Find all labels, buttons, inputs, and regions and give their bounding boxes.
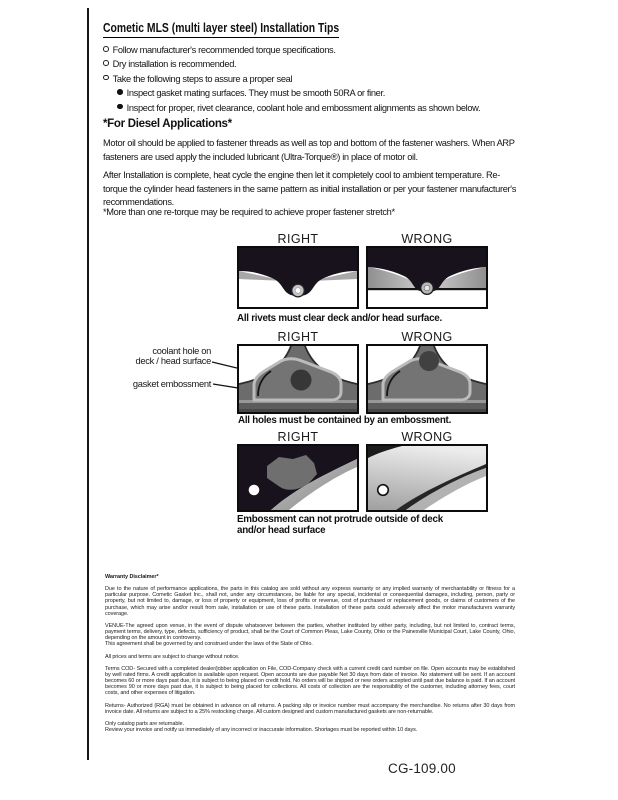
gasket-embossment-callout [101, 379, 211, 389]
catalog-returnable-paragraph [105, 721, 515, 733]
list-item [103, 72, 563, 86]
governed-text: This agreement shall be governed by and construed under the laws of the State of Ohio. [105, 641, 313, 648]
embossment-right-diagram [237, 344, 359, 414]
protrusion-caption-line1: Embossment can not protrude outside of deck [237, 514, 443, 525]
bullet-icon [103, 60, 109, 66]
callout-text: deck / head surface [135, 356, 211, 366]
list-item [103, 57, 563, 71]
rivet-right-diagram [237, 246, 359, 309]
protrusion-wrong-diagram [366, 444, 488, 512]
embossment-inside-illustration [239, 446, 357, 510]
right-label: RIGHT [277, 430, 319, 444]
rivet-touching-illustration [368, 248, 486, 307]
returns-paragraph: Returns- Authorized (RGA) must be obtained in advance on all returns. A packing slip or invoice number must accompany the merchandise. No returns after 30 days from invoice date. All returns are subject to a 25% restocking charge. All custom designed and custom manufactured gaskets are non-returnable. [105, 702, 515, 715]
page-title: Cometic MLS (multi layer steel) Installation Tips [103, 20, 339, 38]
page-code: CG-109.00 [388, 761, 456, 776]
diesel-paragraph-2: After Installation is complete, heat cycle the engine then let it completely cool to ambient temperature. Re-torque the cylinder head fasteners in the same pattern as initial installation or per your fastener manufacturer's recommendations. [103, 170, 517, 207]
prices-paragraph: All prices and terms are subject to change without notice. [105, 653, 240, 660]
terms-paragraph: Terms COD- Secured with a completed dealer/jobber application on File, COD-Company check with a current credit card number on file. Open accounts may be established by well rated firms. A credit application is available upon request. Open accounts are due payable Net 30 days from date of invoice. No statement will be sent. If an account becomes 60 or more days past due, it is subject to being placed on credit hold. No orders will be shipped or new orders accepted until past due balance is paid. If an account becomes 90 or more days past due, it is subject to being placed for collections. All costs of collection are the responsibility of the customer, including attorney fees, court costs, and other expenses of litigation. [105, 665, 515, 697]
hole-outside-illustration [368, 346, 486, 412]
legal-disclaimer [105, 574, 515, 739]
list-item [103, 43, 563, 57]
protrusion-caption-line2: and/or head surface [237, 525, 326, 536]
wrong-label: WRONG [401, 330, 453, 344]
catalog-text: Only catalog parts are returnable. [105, 720, 184, 727]
list-item-text: Inspect gasket mating surfaces. They must be smooth 50RA or finer. [126, 88, 385, 99]
wrong-label: WRONG [401, 430, 453, 444]
rivet-wrong-diagram [366, 246, 488, 309]
list-item-text: Inspect for proper, rivet clearance, coolant hole and embossment alignments as shown below. [126, 102, 481, 113]
list-item-text: Dry installation is recommended. [112, 59, 237, 70]
list-item [117, 86, 563, 100]
installation-tips-list [103, 43, 563, 115]
diesel-heading: *For Diesel Applications* [103, 118, 232, 130]
warranty-heading: Warranty Disclaimer* [105, 574, 159, 580]
bullet-icon [103, 75, 109, 81]
embossment-caption: All holes must be contained by an embossment. [238, 415, 452, 426]
embossment-protruding-illustration [368, 446, 486, 510]
callout-text: gasket embossment [132, 379, 211, 389]
bullet-icon [117, 89, 123, 95]
bullet-icon [103, 46, 109, 52]
bullet-icon [117, 104, 123, 110]
rivet-caption: All rivets must clear deck and/or head surface. [237, 313, 442, 324]
left-margin-rule [87, 8, 89, 760]
list-item-text: Take the following steps to assure a proper seal [112, 73, 293, 84]
venue-text: VENUE-The agreed upon venue, in the event of dispute whatsoever between the parties, whether instituted by either party, including, but not limited to, contract terms, payment terms, delivery, type, defects, sufficiency of product, shall be the Court of Common Pleas, Lake County, Ohio or the Painesville Municipal Court, Lake County, Ohio, depending on the amount in controversy. [105, 622, 515, 642]
rivet-clear-illustration [239, 248, 357, 307]
hole-contained-illustration [239, 346, 357, 412]
right-label: RIGHT [277, 232, 319, 246]
coolant-hole-callout [101, 346, 211, 366]
warranty-paragraph: Due to the nature of performance applications, the parts in this catalog are sold without any express warranty or any implied warranty of merchantability or fitness for a particular purpose. Cometic Gasket Inc., shall not, under any circumstances, be liable for any special, incidental or consequential damages, including, person, party or property, but not limited to, damage, or loss of property or equipment, loss of profits or revenue, cost of purchased or replacement goods, or claims of customers of the purchase, which may arise and/or result from sale, installation or use of these parts. Installation of these parts could adversely affect the motor manufacturers warranty coverage. [105, 586, 515, 617]
venue-paragraph [105, 623, 515, 648]
list-item [117, 101, 563, 115]
right-label: RIGHT [277, 330, 319, 344]
list-item-text: Follow manufacturer's recommended torque specifications. [112, 45, 336, 55]
diesel-paragraph-1: Motor oil should be applied to fastener threads as well as top and bottom of the fastener washers. When ARP fasteners are used apply the included lubricant (Ultra-Torque®) in place of motor oil. [103, 138, 515, 162]
diesel-note: *More than one re-torque may be required to achieve proper fastener stretch* [103, 207, 395, 217]
embossment-wrong-diagram [366, 344, 488, 414]
wrong-label: WRONG [401, 232, 453, 246]
review-text: Review your invoice and notify us immediately of any incorrect or inaccurate information. Shortages must be reported within 10 days. [105, 726, 418, 733]
callout-text: coolant hole on [152, 346, 211, 356]
protrusion-right-diagram [237, 444, 359, 512]
